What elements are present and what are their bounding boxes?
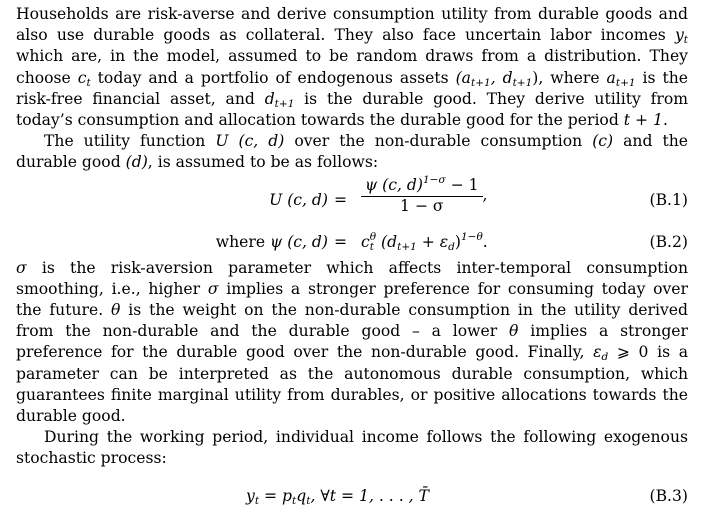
paper-page bbox=[16, 4, 688, 514]
text: implies a stronger preference for the durable good over the non-durable good. Finally, bbox=[16, 322, 688, 362]
equation-rhs: c θ t $(d_{t+1} + \varepsilon_d)^{1-\theta}$. bbox=[361, 230, 488, 253]
var-a: a bbox=[606, 68, 616, 87]
expr-U: U (c, d) bbox=[215, 132, 285, 151]
equation-B1 bbox=[16, 173, 688, 228]
text: The utility function bbox=[44, 132, 216, 151]
expr-d: (d) bbox=[125, 153, 148, 172]
fraction-denominator: 1 − σ bbox=[400, 196, 444, 215]
equation-number: (B.3) bbox=[649, 486, 688, 505]
fraction-numerator: ψ (c, d)$^{1-\sigma}$ − 1 bbox=[361, 176, 483, 197]
equation-B2 bbox=[16, 228, 688, 258]
text: is the risk-aversion parameter which affects inter-temporal consumption smoothing, i.e., higher bbox=[16, 258, 688, 298]
text: Households are risk-averse and derive consumption utility from durable goods and also use durable goods as collateral. They also face uncertain labor incomes bbox=[16, 5, 688, 45]
text: is the durable good. They derive utility from today’s consumption and allocation towards the durable good for the period bbox=[16, 89, 688, 130]
equation-number: (B.2) bbox=[649, 232, 688, 251]
var-theta: θ bbox=[509, 322, 519, 341]
equation-body: $y_t = p_tq_t$, ∀t = 1, . . . , T̄ bbox=[246, 486, 429, 507]
equation-B3 bbox=[16, 480, 688, 514]
expr-c: (c) bbox=[592, 132, 614, 151]
equation-relation: = bbox=[334, 232, 348, 251]
paragraph-utility bbox=[16, 131, 688, 173]
text: is a parameter can be interpreted as the autonomous durable consumption, which guarantees finite marginal utility from durables, or positive allocations towards the durable good. bbox=[16, 343, 689, 426]
var-c: c bbox=[77, 68, 87, 87]
text: , is assumed to be as follows: bbox=[147, 153, 379, 172]
var-sigma: σ bbox=[207, 279, 219, 298]
var-epsilon: ε bbox=[593, 343, 602, 362]
var-d: d bbox=[264, 89, 275, 108]
equation-lhs: U (c, d) bbox=[269, 190, 328, 209]
text: and the durable good bbox=[16, 132, 688, 172]
portfolio-tuple: ($a_{t+1}$, $d_{t+1}$) bbox=[455, 68, 539, 89]
text: implies a stronger preference for consuming today over the future. bbox=[16, 279, 688, 320]
paragraph-households: Households are risk-averse and derive consumption utility from durable goods and also use durable goods as collateral. They also face uncertain labor incomes $y_t$ which are, in the model, assumed to be random draws from a distribution. They choose $c_t$ today and a portfolio of endogenous assets ($a_{t+1}$, $d_{t+1}$), where $a_{t+1}$ is the risk-free financial asset, and $d_{t+1}$ is the durable good. They derive utility from today’s consumption and allocation towards the durable good for the period t + 1. bbox=[16, 5, 688, 130]
text: which are, in the model, assumed to be random draws from a distribution. They choose bbox=[16, 47, 688, 87]
sub-t: t bbox=[683, 34, 688, 47]
text: During the working period, individual income follows the following exogenous stochastic process: bbox=[16, 428, 688, 468]
text: is the risk-free financial asset, and bbox=[16, 68, 688, 108]
paragraph-income bbox=[16, 427, 688, 469]
expr-t-plus-1: t + 1 bbox=[623, 111, 663, 130]
paragraph-parameters: σ is the risk-aversion parameter which affects inter-temporal consumption smoothing, i.e., higher σ implies a stronger preference for consuming today over the future. θ is the weight on the non-durable consumption in the utility derived from the non-durable and the durable good – a lower θ implies a stronger preference for the durable good over the non-durable good. Finally, $\varepsilon_d$ ⩾ 0 is a parameter can be interpreted as the autonomous durable consumption, which guarantees finite marginal utility from durables, or positive allocations towards the durable good. bbox=[16, 258, 689, 426]
sub-t: t bbox=[86, 76, 91, 89]
var-sigma: σ bbox=[16, 258, 27, 277]
equation-relation: = bbox=[334, 190, 348, 209]
var-y: y bbox=[674, 26, 684, 45]
equation-number: (B.1) bbox=[649, 190, 688, 209]
text: over the non-durable consumption bbox=[284, 132, 593, 151]
text: is the weight on the non-durable consumption in the utility derived from the non-durable and the durable good – a lower bbox=[16, 301, 688, 341]
equation-lhs: where ψ (c, d) bbox=[215, 232, 328, 251]
equation-rhs: $\frac{\psi (c, d)^{1-\sigma} - 1}{1 - \sigma}$ , bbox=[361, 176, 488, 216]
text: , where bbox=[538, 68, 607, 87]
var-theta: θ bbox=[111, 301, 121, 320]
fraction bbox=[361, 173, 483, 216]
text: today and a portfolio of endogenous assets bbox=[90, 68, 456, 87]
